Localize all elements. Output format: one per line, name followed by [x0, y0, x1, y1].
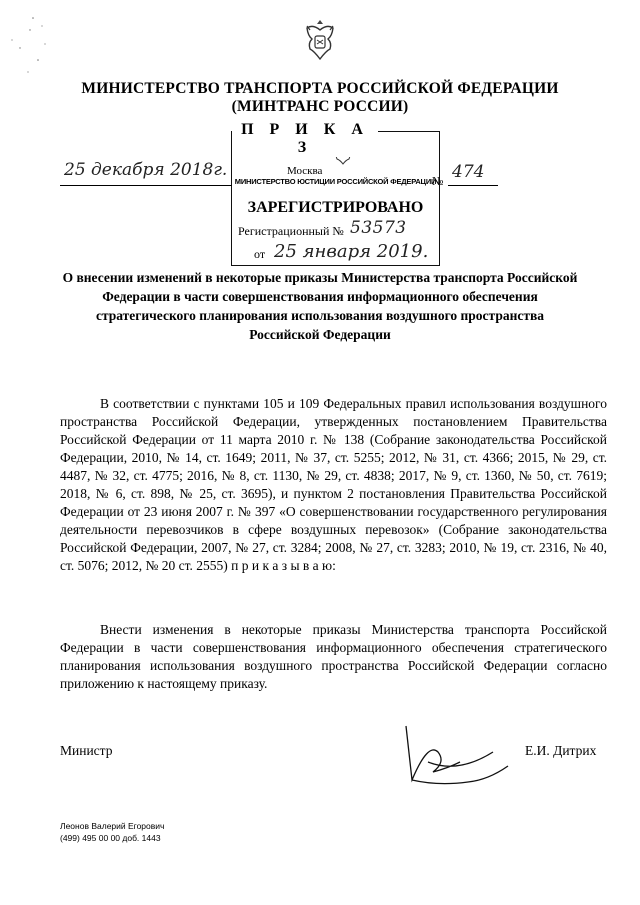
order-city: Москва: [287, 165, 323, 177]
document-title: О внесении изменений в некоторые приказы Министерства транспорта Российской Федерации в части совершенствования информационного обеспечения стратегического планирования использования воздушного пространства Российской Федерации: [62, 270, 578, 342]
stamp-registered: ЗАРЕГИСТРИРОВАНО: [247, 199, 424, 216]
handwritten-signature: [398, 722, 523, 792]
ministry-short-name: (МИНТРАНС РОССИИ): [231, 98, 409, 115]
stamp-ministry: МИНИСТЕРСТВО ЮСТИЦИИ РОССИЙСКОЙ ФЕДЕРАЦИИ: [234, 177, 437, 186]
paragraph-text: Внести изменения в некоторые приказы Министерства транспорта Российской Федерации в части совершенствования информационного обеспечения стратегического планирования использования воздушного пространства Российской Федерации согласно приложению к настоящему приказу.: [60, 622, 607, 691]
reg-number-label: Регистрационный №: [238, 224, 344, 238]
ministry-name: МИНИСТЕРСТВО ТРАНСПОРТА РОССИЙСКОЙ ФЕДЕРАЦИИ: [81, 80, 559, 97]
executor-phone: (499) 495 00 00 доб. 1443: [60, 833, 161, 843]
doc-type-title: П Р И К А З: [232, 121, 378, 157]
body-paragraph-1: [60, 395, 607, 575]
reg-date-label: от: [254, 247, 266, 261]
executor-name: Леонов Валерий Егорович: [60, 821, 165, 831]
reg-date: 25 января 2019.: [274, 241, 429, 262]
scan-noise: [0, 0, 70, 80]
body-paragraph-2: [60, 621, 607, 693]
order-number-label: №: [432, 174, 444, 188]
order-date: 25 декабря 2018г.: [64, 160, 228, 180]
signer-position: Министр: [60, 743, 113, 758]
date-underline: [60, 185, 232, 186]
signer-name: Е.И. Дитрих: [525, 743, 597, 758]
reg-number: 53573: [350, 218, 407, 238]
paragraph-text: В соответствии с пунктами 105 и 109 Федеральных правил использования воздушного пространства Российской Федерации, утвержденных постановлением Правительства Российской Федерации от 11 марта 2010 г. № 138 (Собрание законодательства Российской Федерации, 2010, № 14, ст. 1649; 2011, № 37, ст. 5255; 2012, № 31, ст. 4366; 2015, № 29, ст. 4487, № 32, ст. 4775; 2016, № 8, ст. 1130, № 29, ст. 4838; 2017, № 9, ст. 1360, № 50, ст. 7619; 2018, № 6, ст. 898, № 25, ст. 3695), и пунктом 2 постановления Правительства Российской Федерации от 23 июня 2007 г. № 397 «О совершенствовании государственного регулирования деятельности перевозчиков в сфере воздушных перевозок» (Собрание законодательства Российской Федерации, 2007, № 27, ст. 3284; 2008, № 27, ст. 3283; 2010, № 19, ст. 2316, № 40, ст. 5076; 2012, № 20 ст. 2555) п р и к а з ы в а ю:: [60, 396, 607, 573]
number-underline: [448, 185, 498, 186]
coat-of-arms-icon: [300, 16, 340, 64]
order-number: 474: [452, 162, 485, 182]
